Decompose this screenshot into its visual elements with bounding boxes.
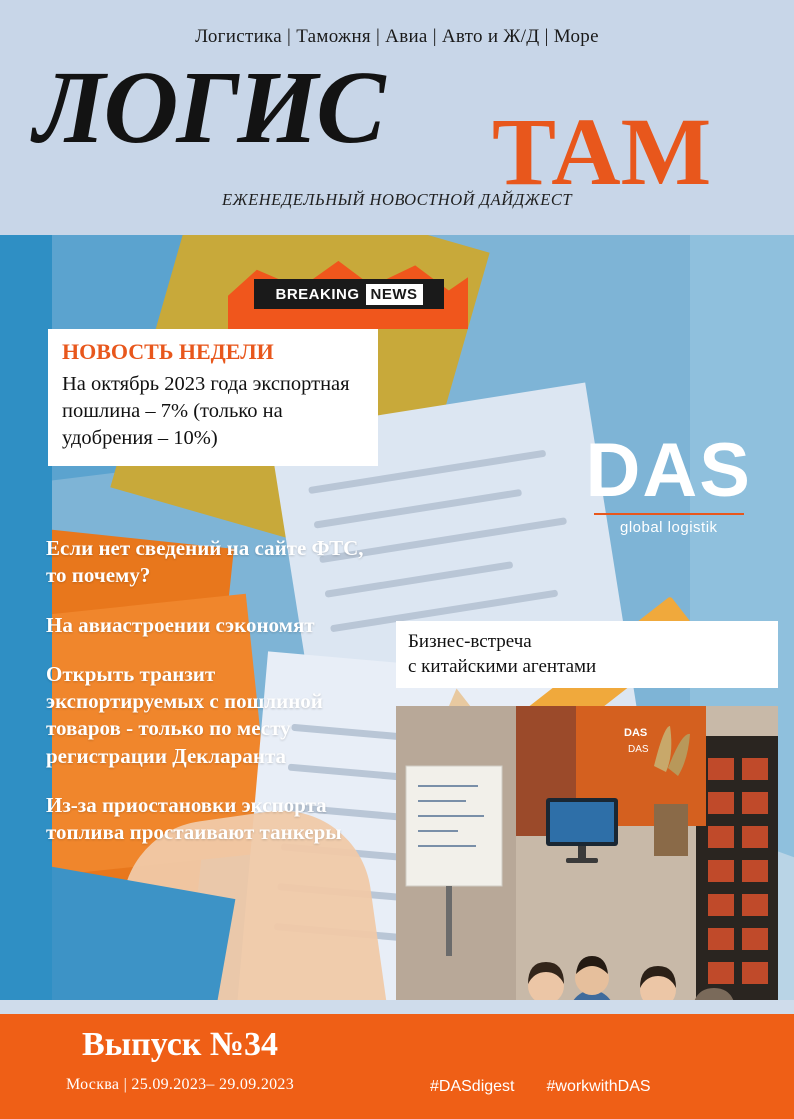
cover-main-collage	[0, 235, 794, 1000]
svg-text:DAS: DAS	[628, 744, 649, 755]
issue-city-and-dates: Москва | 25.09.2023– 29.09.2023	[65, 1076, 295, 1093]
meeting-caption-line-2: с китайскими агентами	[408, 655, 597, 677]
masthead-subtitle: ЕЖЕНЕДЕЛЬНЫЙ НОВОСТНОЙ ДАЙДЖЕСТ	[221, 190, 573, 209]
cover-header	[0, 0, 794, 235]
breaking-news-bar	[254, 279, 444, 309]
news-of-the-week-title: НОВОСТЬ НЕДЕЛИ	[62, 339, 274, 364]
hashtag-dasdigest[interactable]: #DASdigest	[430, 1078, 515, 1095]
logo-text-tam: ТАМ	[492, 98, 712, 205]
issue-number: Выпуск №34	[81, 1026, 279, 1063]
headline-item: На авиастроении сэкономят	[46, 612, 315, 637]
meeting-photo	[396, 706, 778, 1000]
breaking-news-word-news: NEWS	[366, 284, 423, 305]
news-of-the-week-text: На октябрь 2023 года экспортная пошлина – 7% (только на удобрения – 10%)	[62, 373, 350, 450]
breaking-news-badge	[248, 255, 448, 329]
headline-list	[46, 535, 376, 869]
headline-item: Если нет сведений на сайте ФТС, то почему?	[46, 536, 364, 588]
rubric-list: Логистика | Таможня | Авиа | Авто и Ж/Д | Море	[195, 26, 599, 47]
news-of-the-week-box	[48, 329, 378, 466]
svg-text:DAS: DAS	[624, 727, 648, 739]
decor-left-band	[0, 235, 52, 1000]
cover-footer	[0, 1014, 794, 1119]
headline-item: Из-за приостановки экспорта топлива простаивают танкеры	[46, 793, 342, 845]
breaking-news-word-breaking: BREAKING	[275, 285, 360, 303]
meeting-caption-box	[396, 621, 778, 688]
hashtag-list	[430, 1078, 770, 1096]
hashtag-workwithdas[interactable]: #workwithDAS	[546, 1078, 651, 1095]
das-logo-divider	[594, 513, 744, 515]
meeting-photo-illustration	[396, 706, 778, 1000]
footer-divider	[0, 1000, 794, 1014]
meeting-caption-line-1: Бизнес-встреча	[408, 631, 532, 652]
headline-item: Открыть транзит экспортируемых с пошлиной товаров - только по месту регистрации Декларанта	[46, 661, 323, 768]
das-logo-text: DAS	[585, 428, 752, 513]
das-brand-logo	[585, 428, 752, 537]
logo-text-logis: ЛОГИС	[34, 50, 384, 165]
das-logo-tagline: global logistik	[619, 519, 718, 537]
